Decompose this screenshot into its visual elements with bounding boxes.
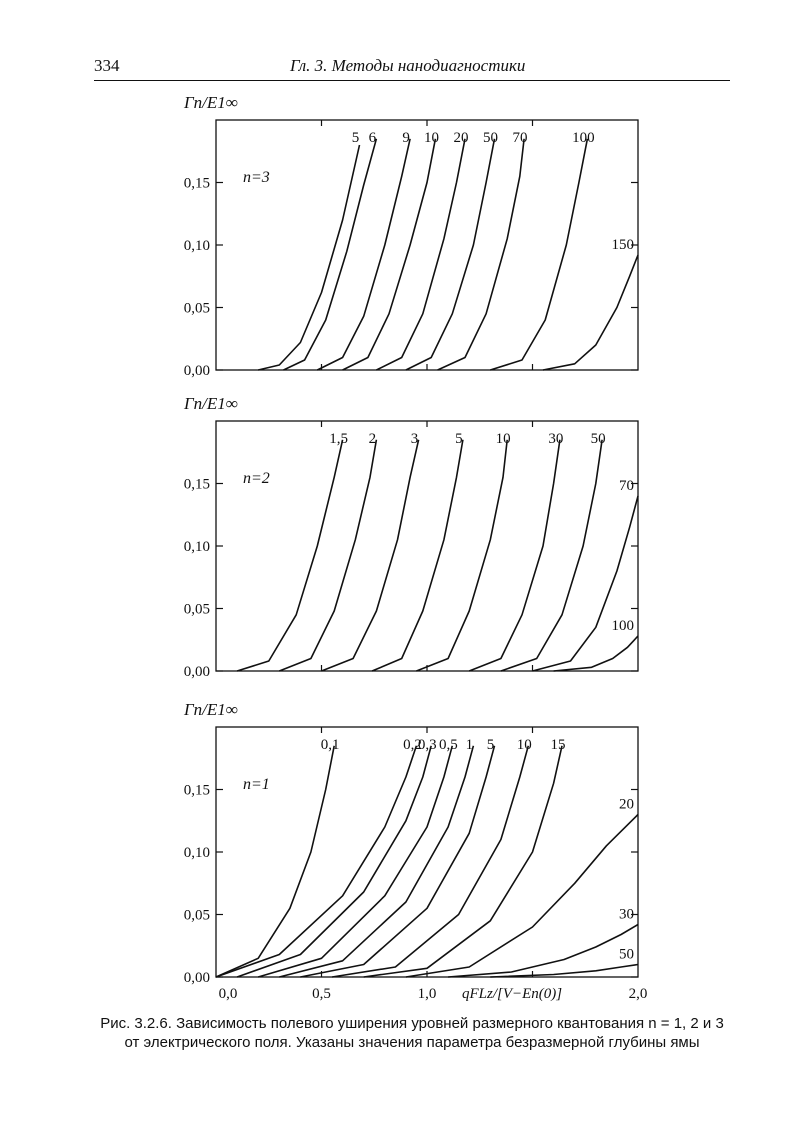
series-label: 1	[465, 737, 474, 753]
y-tick-label: 0,15	[183, 476, 210, 493]
series-line-1	[279, 746, 473, 977]
chart-panel-n2	[183, 394, 638, 680]
series-label: 15	[550, 737, 566, 753]
series-line-6	[284, 139, 377, 370]
series-label: 0,2	[403, 737, 422, 753]
y-tick-label: 0,00	[183, 363, 210, 379]
series-label: 50	[483, 130, 499, 146]
series-line-150	[543, 255, 638, 370]
y-tick-label: 0,05	[183, 300, 210, 317]
y-tick-label: 0,10	[183, 539, 210, 555]
chart-panel-n1	[183, 700, 647, 1002]
series-line-100	[554, 636, 638, 671]
series-line-10	[343, 139, 436, 370]
series-line-100	[490, 139, 587, 370]
x-axis-label: qFLz/[V−En(0)]	[462, 986, 563, 1002]
series-label: 2	[368, 431, 377, 447]
series-line-30	[469, 440, 560, 671]
y-tick-label: 0,05	[183, 601, 210, 618]
caption-text: Зависимость полевого уширения уровней размерного квантования n = 1, 2 и 3 от электрического поля. Указаны значения параметра безразмерной глубины ямы	[124, 1015, 724, 1051]
series-line-10	[416, 440, 507, 671]
y-axis-label: Γn/E1∞	[184, 394, 238, 413]
y-tick-label: 0,15	[183, 175, 210, 192]
y-tick-label: 0,05	[183, 907, 210, 924]
y-axis-label: Γn/E1∞	[184, 700, 238, 719]
figure-caption	[94, 1014, 730, 1052]
panel-annotation: n=3	[243, 169, 270, 186]
page-number: 334	[94, 56, 120, 75]
series-label: 50	[590, 431, 606, 447]
caption-label: Рис. 3.2.6.	[100, 1015, 172, 1032]
y-axis-label: Γn/E1∞	[184, 93, 238, 112]
x-tick-label: 0,0	[218, 986, 238, 1002]
y-tick-label: 0,10	[183, 845, 210, 861]
series-line-50	[501, 440, 602, 671]
chart-panel-n3	[183, 93, 638, 379]
series-label: 5	[455, 431, 463, 447]
series-label: 0,1	[320, 737, 340, 753]
panel-annotation: n=1	[243, 776, 270, 793]
series-label: 10	[495, 431, 511, 447]
series-label: 5	[351, 130, 360, 146]
plot-frame	[216, 727, 638, 977]
series-line-5	[372, 440, 463, 671]
series-label: 50	[619, 946, 634, 963]
series-label: 10	[516, 737, 532, 753]
series-label: 20	[453, 130, 469, 146]
y-tick-label: 0,00	[183, 664, 210, 680]
series-label: 30	[619, 906, 634, 923]
series-label: 70	[619, 478, 634, 494]
x-tick-label: 1,0	[417, 986, 437, 1002]
series-label: 70	[512, 130, 528, 146]
y-tick-label: 0,10	[183, 238, 210, 254]
x-tick-label: 0,5	[312, 986, 331, 1002]
series-label: 6	[368, 130, 377, 146]
series-line-9	[317, 139, 410, 370]
series-label: 0,5	[438, 737, 458, 753]
series-line-0-1	[216, 746, 334, 977]
y-tick-label: 0,00	[183, 970, 210, 986]
series-line-15	[364, 746, 562, 977]
series-line-0-5	[258, 746, 452, 977]
series-label: 9	[402, 130, 410, 146]
series-line-5	[300, 746, 494, 977]
series-line-50	[490, 965, 638, 978]
series-label: 100	[572, 130, 595, 146]
panel-annotation: n=2	[243, 470, 270, 487]
series-line-2	[279, 440, 376, 671]
plot-frame	[216, 421, 638, 671]
series-label: 5	[486, 737, 495, 753]
series-label: 10	[423, 130, 439, 146]
series-label: 1,5	[329, 431, 348, 447]
chapter-title: Гл. 3. Методы нанодиагностики	[290, 56, 526, 75]
series-label: 3	[410, 431, 419, 447]
series-line-70	[533, 496, 639, 671]
y-tick-label: 0,15	[183, 782, 210, 799]
x-tick-label: 2,0	[628, 986, 648, 1002]
series-line-70	[438, 139, 524, 370]
plot-frame	[216, 120, 638, 370]
series-line-20	[376, 139, 465, 370]
series-label: 30	[548, 431, 564, 447]
series-label: 150	[611, 237, 634, 253]
series-label: 0,3	[417, 737, 437, 753]
series-label: 20	[619, 796, 634, 813]
series-line-50	[406, 139, 495, 370]
series-label: 100	[611, 618, 634, 634]
